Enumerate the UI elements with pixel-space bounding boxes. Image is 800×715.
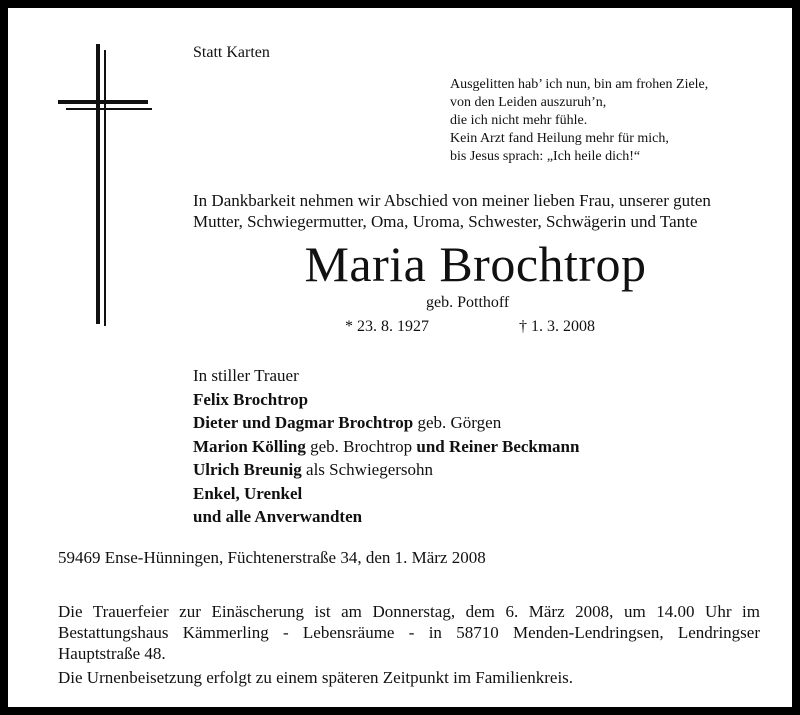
mourner-line bbox=[193, 411, 579, 435]
cross-horizontal-bar bbox=[58, 100, 148, 104]
mourners-heading: In stiller Trauer bbox=[193, 366, 299, 385]
mourner-name: und Reiner Beckmann bbox=[416, 436, 580, 456]
mourner-name: Ulrich Breunig bbox=[193, 460, 302, 479]
intro-line-1: In Dankbarkeit nehmen wir Abschied von meiner lieben Frau, unserer guten bbox=[193, 191, 711, 210]
memorial-poem bbox=[450, 76, 708, 166]
cross-horizontal-shadow bbox=[66, 108, 152, 110]
mourners-list bbox=[193, 364, 579, 529]
birth-date: * 23. 8. 1927 bbox=[345, 318, 429, 335]
urn-info: Die Urnenbeisetzung erfolgt zu einem späteren Zeitpunkt im Familienkreis. bbox=[58, 668, 574, 687]
mourner-note: geb. Brochtrop bbox=[305, 436, 417, 456]
funeral-info: Die Trauerfeier zur Einäscherung ist am Donnerstag, dem 6. März 2008, um 14.00 Uhr im Bestattungshaus Kämmerling - Lebensräume - in 58710 Menden-Lendringsen, Lendringser Hauptstraße 48. bbox=[58, 602, 760, 663]
statt-karten-label: Statt Karten bbox=[193, 44, 270, 61]
mourner-line bbox=[193, 458, 579, 482]
mourner-name: Marion Kölling bbox=[193, 436, 306, 456]
intro-line-2: Mutter, Schwiegermutter, Oma, Uroma, Schwester, Schwägerin und Tante bbox=[193, 212, 698, 231]
mourner-name: Dieter und Dagmar Brochtrop bbox=[193, 413, 414, 432]
mourner-note: geb. Görgen bbox=[413, 413, 502, 432]
mourner-line bbox=[193, 435, 579, 459]
mourner-line bbox=[193, 482, 579, 506]
address-line: 59469 Ense-Hünningen, Füchtenerstraße 34, den 1. März 2008 bbox=[58, 548, 486, 567]
poem-line: von den Leiden auszuruh’n, bbox=[450, 95, 607, 110]
mourner-name: und alle Anverwandten bbox=[193, 507, 363, 526]
maiden-name: geb. Potthoff bbox=[426, 294, 510, 311]
deceased-name: Maria Brochtrop bbox=[304, 236, 647, 292]
poem-line: die ich nicht mehr fühle. bbox=[450, 113, 588, 128]
death-date: † 1. 3. 2008 bbox=[519, 318, 595, 335]
mourner-name: Felix Brochtrop bbox=[193, 389, 309, 409]
mourner-line bbox=[193, 505, 579, 529]
mourner-line bbox=[193, 388, 579, 412]
mourner-name: Enkel, Urenkel bbox=[193, 483, 303, 503]
poem-line: Kein Arzt fand Heilung mehr für mich, bbox=[450, 131, 669, 146]
poem-line: Ausgelitten hab’ ich nun, bin am frohen Ziele, bbox=[450, 77, 709, 92]
mourner-note: als Schwiegersohn bbox=[301, 460, 434, 479]
poem-line: bis Jesus sprach: „Ich heile dich!“ bbox=[450, 149, 641, 164]
farewell-intro bbox=[193, 190, 711, 232]
